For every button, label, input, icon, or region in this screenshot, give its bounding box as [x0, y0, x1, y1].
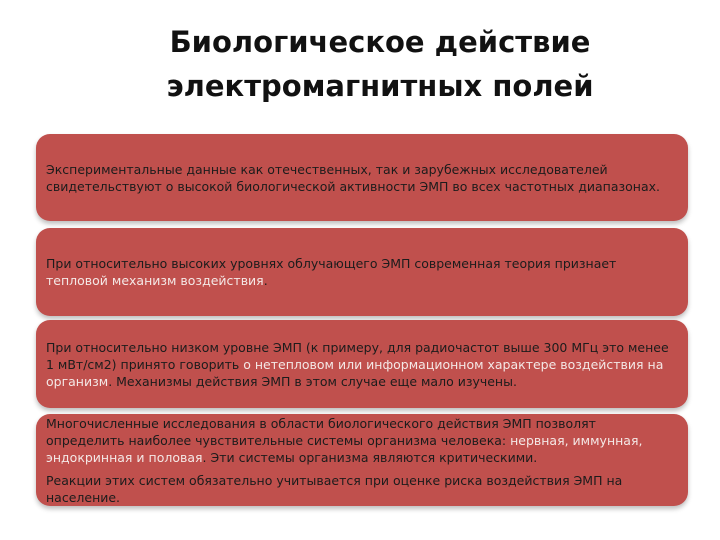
content-box-4-text-a: Многочисленные исследования в области биологического действия ЭМП позволят определить наиболее чувствительные системы организма человека: — [46, 415, 596, 448]
content-box-2-paragraph — [46, 255, 670, 289]
content-box-3-text-b: . Механизмы действия ЭМП в этом случае еще мало изучены. — [108, 373, 517, 389]
content-box-2 — [36, 228, 688, 316]
content-box-1 — [36, 134, 688, 221]
slide-title — [90, 20, 670, 108]
content-box-4-text-b: . Эти системы организма являются критическими. — [202, 449, 538, 465]
content-box-1-text: Экспериментальные данные как отечественных, так и зарубежных исследователей свидетельствуют о высокой биологической активности ЭМП во всех частотных диапазонах. — [46, 161, 660, 194]
content-box-2-text-b: . — [263, 273, 268, 288]
content-box-4-paragraph-2: Реакции этих систем обязательно учитывается при оценке риска воздействия ЭМП на население. — [46, 472, 623, 505]
content-box-2-highlight: тепловой механизм воздействия — [46, 273, 264, 288]
slide-title-line-1: Биологическое действие — [169, 25, 591, 59]
content-box-3 — [36, 320, 688, 408]
content-box-4 — [36, 414, 688, 506]
slide-title-line-2: электромагнитных полей — [166, 69, 594, 103]
content-box-2-text-a: При относительно высоких уровнях облучающего ЭМП современная теория признает — [46, 256, 617, 271]
content-box-4-paragraph-1 — [46, 415, 670, 466]
content-box-4-highlight: нервная, иммунная, эндокринная и половая — [46, 432, 643, 465]
content-box-3-paragraph — [46, 339, 670, 390]
content-box-3-highlight: о нетепловом или информационном характере воздействия на организм — [46, 356, 664, 389]
content-box-3-text-a: При относительно низком уровне ЭМП (к примеру, для радиочастот выше 300 МГц это менее 1 мВт/см2) принято говорить — [46, 339, 669, 372]
